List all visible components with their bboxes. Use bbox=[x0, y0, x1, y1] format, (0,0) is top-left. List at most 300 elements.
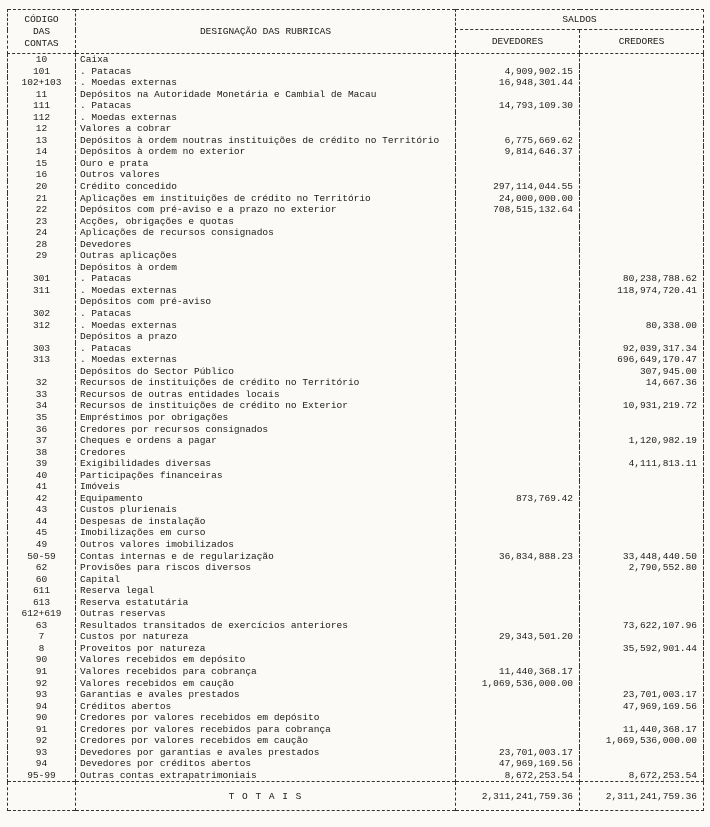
account-row bbox=[8, 273, 704, 285]
devedores-cell bbox=[456, 112, 580, 124]
account-row bbox=[8, 735, 704, 747]
designation-cell: Outras contas extrapatrimoniais bbox=[76, 770, 456, 782]
designation-cell: Depósitos à ordem noutras instituições de crédito no Território bbox=[76, 135, 456, 147]
account-row bbox=[8, 504, 704, 516]
credores-cell: 80,238,788.62 bbox=[580, 273, 704, 285]
account-code-cell: 40 bbox=[8, 470, 76, 482]
account-code-cell: 94 bbox=[8, 701, 76, 713]
totals-label: T O T A I S bbox=[76, 782, 456, 811]
account-row bbox=[8, 204, 704, 216]
devedores-cell bbox=[456, 400, 580, 412]
credores-cell: 73,622,107.96 bbox=[580, 620, 704, 632]
account-row bbox=[8, 597, 704, 609]
account-code-cell: 16 bbox=[8, 169, 76, 181]
designation-cell: Depósitos à ordem no exterior bbox=[76, 146, 456, 158]
account-code-cell: 10 bbox=[8, 54, 76, 66]
account-row bbox=[8, 493, 704, 505]
devedores-cell bbox=[456, 435, 580, 447]
credores-cell: 696,649,170.47 bbox=[580, 354, 704, 366]
devedores-cell bbox=[456, 262, 580, 274]
credores-cell bbox=[580, 424, 704, 436]
account-code-cell: 613 bbox=[8, 597, 76, 609]
designation-cell: Credores por recursos consignados bbox=[76, 424, 456, 436]
account-row bbox=[8, 701, 704, 713]
account-row bbox=[8, 262, 704, 274]
designation-cell: Reserva legal bbox=[76, 585, 456, 597]
designation-cell: Outras reservas bbox=[76, 608, 456, 620]
designation-cell: Proveitos por natureza bbox=[76, 643, 456, 655]
designation-cell: . Patacas bbox=[76, 343, 456, 355]
designation-cell: . Patacas bbox=[76, 66, 456, 78]
account-code-cell: 62 bbox=[8, 562, 76, 574]
designation-cell: Depósitos à ordem bbox=[76, 262, 456, 274]
account-row bbox=[8, 758, 704, 770]
account-row bbox=[8, 135, 704, 147]
account-row bbox=[8, 400, 704, 412]
designation-cell: Devedores por garantias e avales prestados bbox=[76, 747, 456, 759]
account-code-cell: 93 bbox=[8, 689, 76, 701]
designation-cell: Contas internas e de regularização bbox=[76, 551, 456, 563]
devedores-cell: 708,515,132.64 bbox=[456, 204, 580, 216]
devedores-cell bbox=[456, 216, 580, 228]
account-code-cell: 38 bbox=[8, 447, 76, 459]
designation-cell: Recursos de instituições de crédito no Território bbox=[76, 377, 456, 389]
account-row bbox=[8, 654, 704, 666]
account-row bbox=[8, 516, 704, 528]
account-code-cell: 101 bbox=[8, 66, 76, 78]
account-row bbox=[8, 747, 704, 759]
account-row bbox=[8, 181, 704, 193]
devedores-cell: 47,969,169.56 bbox=[456, 758, 580, 770]
devedores-cell bbox=[456, 389, 580, 401]
devedores-cell bbox=[456, 620, 580, 632]
account-code-cell: 43 bbox=[8, 504, 76, 516]
designation-cell: Depósitos com pré-aviso e a prazo no exterior bbox=[76, 204, 456, 216]
account-row bbox=[8, 724, 704, 736]
devedores-cell bbox=[456, 296, 580, 308]
account-code-cell: 612+619 bbox=[8, 608, 76, 620]
account-code-cell: 28 bbox=[8, 239, 76, 251]
account-code-cell: 63 bbox=[8, 620, 76, 632]
designacao-rubricas-header: DESIGNAÇÃO DAS RUBRICAS bbox=[76, 10, 456, 54]
devedores-cell bbox=[456, 597, 580, 609]
account-row bbox=[8, 250, 704, 262]
account-code-cell: 37 bbox=[8, 435, 76, 447]
account-row bbox=[8, 296, 704, 308]
designation-cell: . Moedas externas bbox=[76, 320, 456, 332]
devedores-cell bbox=[456, 308, 580, 320]
designation-cell: Garantias e avales prestados bbox=[76, 689, 456, 701]
devedores-cell: 14,793,109.30 bbox=[456, 100, 580, 112]
account-code-cell: 313 bbox=[8, 354, 76, 366]
credores-cell bbox=[580, 158, 704, 170]
account-row bbox=[8, 678, 704, 690]
credores-cell: 8,672,253.54 bbox=[580, 770, 704, 782]
account-code-cell: 12 bbox=[8, 123, 76, 135]
designation-cell: Depósitos na Autoridade Monetária e Cambial de Macau bbox=[76, 89, 456, 101]
credores-cell: 23,701,003.17 bbox=[580, 689, 704, 701]
devedores-cell bbox=[456, 481, 580, 493]
credores-cell bbox=[580, 654, 704, 666]
devedores-cell bbox=[456, 654, 580, 666]
credores-cell bbox=[580, 250, 704, 262]
devedores-cell bbox=[456, 735, 580, 747]
devedores-cell bbox=[456, 447, 580, 459]
account-row bbox=[8, 77, 704, 89]
account-row bbox=[8, 320, 704, 332]
devedores-cell bbox=[456, 724, 580, 736]
account-code-cell: 32 bbox=[8, 377, 76, 389]
credores-cell: 118,974,720.41 bbox=[580, 285, 704, 297]
credores-cell: 92,039,317.34 bbox=[580, 343, 704, 355]
credores-cell bbox=[580, 481, 704, 493]
designation-cell: Recursos de instituições de crédito no Exterior bbox=[76, 400, 456, 412]
designation-cell: . Patacas bbox=[76, 100, 456, 112]
account-row bbox=[8, 666, 704, 678]
devedores-cell: 297,114,044.55 bbox=[456, 181, 580, 193]
designation-cell: Créditos abertos bbox=[76, 701, 456, 713]
devedores-cell bbox=[456, 585, 580, 597]
account-code-cell: 35 bbox=[8, 412, 76, 424]
account-row bbox=[8, 308, 704, 320]
credores-cell bbox=[580, 493, 704, 505]
account-code-cell: 14 bbox=[8, 146, 76, 158]
devedores-cell bbox=[456, 89, 580, 101]
account-code-cell: 34 bbox=[8, 400, 76, 412]
credores-cell bbox=[580, 169, 704, 181]
credores-cell: 4,111,813.11 bbox=[580, 458, 704, 470]
credores-cell bbox=[580, 77, 704, 89]
accounts-table-body bbox=[8, 54, 704, 782]
credores-cell bbox=[580, 470, 704, 482]
devedores-cell bbox=[456, 227, 580, 239]
account-row bbox=[8, 112, 704, 124]
account-row bbox=[8, 239, 704, 251]
account-code-cell: 23 bbox=[8, 216, 76, 228]
devedores-cell bbox=[456, 470, 580, 482]
designation-cell: Credores por valores recebidos em caução bbox=[76, 735, 456, 747]
devedores-cell: 4,909,902.15 bbox=[456, 66, 580, 78]
designation-cell: Valores recebidos em caução bbox=[76, 678, 456, 690]
totals-devedores-value: 2,311,241,759.36 bbox=[456, 782, 580, 811]
account-code-cell: 112 bbox=[8, 112, 76, 124]
designation-cell: Despesas de instalação bbox=[76, 516, 456, 528]
credores-cell bbox=[580, 747, 704, 759]
codigo-header-line-2: DAS bbox=[32, 25, 51, 37]
account-row bbox=[8, 470, 704, 482]
account-code-cell: 49 bbox=[8, 539, 76, 551]
account-row bbox=[8, 620, 704, 632]
devedores-cell bbox=[456, 366, 580, 378]
devedores-cell: 23,701,003.17 bbox=[456, 747, 580, 759]
account-row bbox=[8, 193, 704, 205]
designation-cell: Custos plurienais bbox=[76, 504, 456, 516]
credores-cell bbox=[580, 181, 704, 193]
designation-cell: Outros valores bbox=[76, 169, 456, 181]
designation-cell: Imóveis bbox=[76, 481, 456, 493]
devedores-cell bbox=[456, 343, 580, 355]
devedores-cell bbox=[456, 608, 580, 620]
account-row bbox=[8, 146, 704, 158]
account-row bbox=[8, 100, 704, 112]
totals-credores-value: 2,311,241,759.36 bbox=[580, 782, 704, 811]
account-code-cell: 36 bbox=[8, 424, 76, 436]
credores-cell bbox=[580, 66, 704, 78]
account-code-cell: 303 bbox=[8, 343, 76, 355]
account-code-cell: 50-59 bbox=[8, 551, 76, 563]
account-code-cell: 15 bbox=[8, 158, 76, 170]
devedores-cell bbox=[456, 562, 580, 574]
credores-cell bbox=[580, 712, 704, 724]
account-code-cell: 90 bbox=[8, 712, 76, 724]
account-row bbox=[8, 89, 704, 101]
devedores-cell bbox=[456, 539, 580, 551]
devedores-cell bbox=[456, 331, 580, 343]
designation-cell: Credores bbox=[76, 447, 456, 459]
account-code-cell: 91 bbox=[8, 724, 76, 736]
designation-cell: Acções, obrigações e quotas bbox=[76, 216, 456, 228]
credores-cell: 35,592,901.44 bbox=[580, 643, 704, 655]
devedores-cell bbox=[456, 527, 580, 539]
devedores-cell bbox=[456, 504, 580, 516]
account-row bbox=[8, 412, 704, 424]
account-row bbox=[8, 539, 704, 551]
devedores-cell: 8,672,253.54 bbox=[456, 770, 580, 782]
designation-cell: Ouro e prata bbox=[76, 158, 456, 170]
account-code-cell: 29 bbox=[8, 250, 76, 262]
devedores-cell bbox=[456, 54, 580, 66]
account-row bbox=[8, 562, 704, 574]
account-code-cell: 90 bbox=[8, 654, 76, 666]
account-row bbox=[8, 458, 704, 470]
account-row bbox=[8, 712, 704, 724]
credores-cell: 11,440,368.17 bbox=[580, 724, 704, 736]
table-footer bbox=[8, 782, 704, 811]
designation-cell: Devedores por créditos abertos bbox=[76, 758, 456, 770]
account-row bbox=[8, 54, 704, 66]
account-code-cell: 60 bbox=[8, 574, 76, 586]
designation-cell: Outros valores imobilizados bbox=[76, 539, 456, 551]
devedores-cell bbox=[456, 123, 580, 135]
account-row bbox=[8, 585, 704, 597]
credores-cell: 307,945.00 bbox=[580, 366, 704, 378]
devedores-cell: 36,834,888.23 bbox=[456, 551, 580, 563]
designation-cell: Credores por valores recebidos em depósito bbox=[76, 712, 456, 724]
credores-cell bbox=[580, 308, 704, 320]
credores-cell bbox=[580, 89, 704, 101]
account-row bbox=[8, 66, 704, 78]
credores-cell bbox=[580, 389, 704, 401]
account-code-cell: 44 bbox=[8, 516, 76, 528]
devedores-cell bbox=[456, 320, 580, 332]
account-row bbox=[8, 481, 704, 493]
designation-cell: Equipamento bbox=[76, 493, 456, 505]
account-code-cell: 312 bbox=[8, 320, 76, 332]
account-code-cell: 33 bbox=[8, 389, 76, 401]
account-code-cell: 91 bbox=[8, 666, 76, 678]
account-row bbox=[8, 447, 704, 459]
devedores-cell: 9,814,646.37 bbox=[456, 146, 580, 158]
account-code-cell bbox=[8, 331, 76, 343]
designation-cell: Cheques e ordens a pagar bbox=[76, 435, 456, 447]
accounts-table bbox=[7, 9, 704, 811]
credores-cell bbox=[580, 296, 704, 308]
account-row bbox=[8, 169, 704, 181]
credores-cell bbox=[580, 331, 704, 343]
account-code-cell: 7 bbox=[8, 631, 76, 643]
credores-cell bbox=[580, 585, 704, 597]
account-row bbox=[8, 377, 704, 389]
account-code-cell: 92 bbox=[8, 678, 76, 690]
devedores-cell bbox=[456, 643, 580, 655]
account-row bbox=[8, 123, 704, 135]
credores-cell: 10,931,219.72 bbox=[580, 400, 704, 412]
devedores-cell bbox=[456, 285, 580, 297]
account-code-cell: 102+103 bbox=[8, 77, 76, 89]
devedores-cell bbox=[456, 458, 580, 470]
totals-row bbox=[8, 782, 704, 811]
designation-cell: Credores por valores recebidos para cobrança bbox=[76, 724, 456, 736]
credores-cell bbox=[580, 504, 704, 516]
account-row bbox=[8, 366, 704, 378]
account-code-cell: 24 bbox=[8, 227, 76, 239]
account-code-cell: 111 bbox=[8, 100, 76, 112]
designation-cell: . Moedas externas bbox=[76, 77, 456, 89]
devedores-cell: 29,343,501.20 bbox=[456, 631, 580, 643]
credores-cell: 14,667.36 bbox=[580, 377, 704, 389]
designation-cell: Recursos de outras entidades locais bbox=[76, 389, 456, 401]
credores-cell bbox=[580, 516, 704, 528]
account-row bbox=[8, 227, 704, 239]
devedores-cell: 6,775,669.62 bbox=[456, 135, 580, 147]
designation-cell: Aplicações de recursos consignados bbox=[76, 227, 456, 239]
account-code-cell: 94 bbox=[8, 758, 76, 770]
saldos-header: SALDOS bbox=[456, 10, 704, 30]
devedores-cell bbox=[456, 412, 580, 424]
account-code-cell: 302 bbox=[8, 308, 76, 320]
account-code-cell: 93 bbox=[8, 747, 76, 759]
account-row bbox=[8, 527, 704, 539]
account-code-cell bbox=[8, 296, 76, 308]
designation-cell: . Patacas bbox=[76, 273, 456, 285]
account-code-cell: 611 bbox=[8, 585, 76, 597]
designation-cell: Crédito concedido bbox=[76, 181, 456, 193]
devedores-cell bbox=[456, 574, 580, 586]
designation-cell: Devedores bbox=[76, 239, 456, 251]
devedores-cell bbox=[456, 516, 580, 528]
codigo-header-line-3: CONTAS bbox=[24, 37, 59, 49]
devedores-cell bbox=[456, 712, 580, 724]
account-code-cell: 11 bbox=[8, 89, 76, 101]
credores-cell bbox=[580, 193, 704, 205]
account-row bbox=[8, 551, 704, 563]
devedores-cell bbox=[456, 424, 580, 436]
account-code-cell: 41 bbox=[8, 481, 76, 493]
codigo-header-line-1: CÓDIGO bbox=[24, 13, 59, 25]
credores-cell bbox=[580, 527, 704, 539]
devedores-cell bbox=[456, 273, 580, 285]
account-row bbox=[8, 435, 704, 447]
designation-cell: Capital bbox=[76, 574, 456, 586]
designation-cell: Valores a cobrar bbox=[76, 123, 456, 135]
devedores-cell bbox=[456, 158, 580, 170]
account-row bbox=[8, 216, 704, 228]
credores-cell: 80,338.00 bbox=[580, 320, 704, 332]
credores-cell bbox=[580, 631, 704, 643]
designation-cell: Valores recebidos para cobrança bbox=[76, 666, 456, 678]
devedores-cell bbox=[456, 169, 580, 181]
devedores-cell bbox=[456, 354, 580, 366]
account-code-cell: 39 bbox=[8, 458, 76, 470]
credores-cell bbox=[580, 574, 704, 586]
account-row bbox=[8, 343, 704, 355]
devedores-column-header: DEVEDORES bbox=[456, 30, 580, 54]
totals-code-cell bbox=[8, 782, 76, 811]
account-row bbox=[8, 354, 704, 366]
account-code-cell bbox=[8, 366, 76, 378]
credores-cell bbox=[580, 608, 704, 620]
designation-cell: Provisões para riscos diversos bbox=[76, 562, 456, 574]
designation-cell: Reserva estatutária bbox=[76, 597, 456, 609]
account-row bbox=[8, 631, 704, 643]
credores-cell bbox=[580, 678, 704, 690]
designation-cell: . Moedas externas bbox=[76, 285, 456, 297]
credores-cell bbox=[580, 112, 704, 124]
account-row bbox=[8, 770, 704, 782]
account-code-cell bbox=[8, 262, 76, 274]
designation-cell: Depósitos com pré-aviso bbox=[76, 296, 456, 308]
account-code-cell: 95-99 bbox=[8, 770, 76, 782]
credores-cell bbox=[580, 239, 704, 251]
account-code-cell: 92 bbox=[8, 735, 76, 747]
credores-cell bbox=[580, 216, 704, 228]
designation-cell: Outras aplicações bbox=[76, 250, 456, 262]
account-row bbox=[8, 424, 704, 436]
account-code-cell: 20 bbox=[8, 181, 76, 193]
account-code-cell: 8 bbox=[8, 643, 76, 655]
devedores-cell: 16,948,301.44 bbox=[456, 77, 580, 89]
account-code-cell: 21 bbox=[8, 193, 76, 205]
credores-cell bbox=[580, 123, 704, 135]
credores-cell bbox=[580, 666, 704, 678]
devedores-cell: 1,069,536,000.00 bbox=[456, 678, 580, 690]
account-row bbox=[8, 643, 704, 655]
credores-cell: 2,790,552.80 bbox=[580, 562, 704, 574]
devedores-cell bbox=[456, 377, 580, 389]
designation-cell: Imobilizações em curso bbox=[76, 527, 456, 539]
account-row bbox=[8, 689, 704, 701]
credores-cell bbox=[580, 597, 704, 609]
credores-cell: 1,120,982.19 bbox=[580, 435, 704, 447]
credores-cell bbox=[580, 447, 704, 459]
devedores-cell: 873,769.42 bbox=[456, 493, 580, 505]
credores-cell bbox=[580, 135, 704, 147]
account-code-cell: 13 bbox=[8, 135, 76, 147]
account-code-cell: 301 bbox=[8, 273, 76, 285]
credores-cell: 1,069,536,000.00 bbox=[580, 735, 704, 747]
account-row bbox=[8, 158, 704, 170]
account-code-cell: 22 bbox=[8, 204, 76, 216]
designation-cell: Depósitos a prazo bbox=[76, 331, 456, 343]
credores-cell bbox=[580, 54, 704, 66]
account-code-cell: 45 bbox=[8, 527, 76, 539]
credores-cell bbox=[580, 146, 704, 158]
credores-cell bbox=[580, 412, 704, 424]
credores-cell bbox=[580, 539, 704, 551]
devedores-cell bbox=[456, 239, 580, 251]
credores-cell: 33,448,440.50 bbox=[580, 551, 704, 563]
designation-cell: Aplicações em instituições de crédito no Território bbox=[76, 193, 456, 205]
